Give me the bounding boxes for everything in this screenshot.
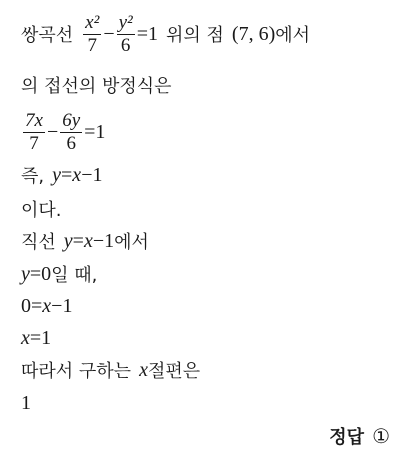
final-value-line: 1	[21, 391, 31, 414]
substitution-line: 0= x −1	[21, 294, 73, 317]
line-equation-line: 직선 y = x −1 에서	[21, 229, 149, 253]
x-solution-line: x =1	[21, 326, 52, 349]
text-hyperbola: 쌍곡선	[21, 25, 74, 46]
tangent-equation-line: $\frac{7x}{7}$ − $\frac{6y}{6}$ =1	[25, 109, 106, 154]
fraction-6y-over-6: $\frac{6y}{6}$	[62, 109, 81, 154]
conclusion-text-line: 이다.	[21, 200, 62, 221]
y-zero-condition-line: y =0 일 때,	[21, 262, 98, 286]
fraction-7x-over-7: $\frac{7x}{7}$	[25, 109, 43, 154]
simplified-equation-line: 즉, y = x −1	[21, 163, 103, 187]
hyperbola-statement-line: 쌍곡선 $\frac{\text{x²}}{7}$ − $\frac{\text{y²}}{6}$ =1 위의 점 (7, 6) 에서	[21, 11, 311, 56]
fraction-y-squared-over-6: $\frac{\text{y²}}{6}$	[118, 11, 133, 56]
point-coordinates: (7, 6)	[231, 22, 276, 45]
x-intercept-text-line: 따라서 구하는 x 절편은	[21, 358, 201, 382]
tangent-intro-line: 의 접선의 방정식은	[21, 76, 172, 97]
fraction-x-squared-over-7: $\frac{\text{x²}}{7}$	[85, 11, 100, 56]
answer-label: 정답	[329, 427, 365, 448]
answer-box	[329, 423, 390, 449]
answer-choice: ①	[372, 424, 390, 448]
